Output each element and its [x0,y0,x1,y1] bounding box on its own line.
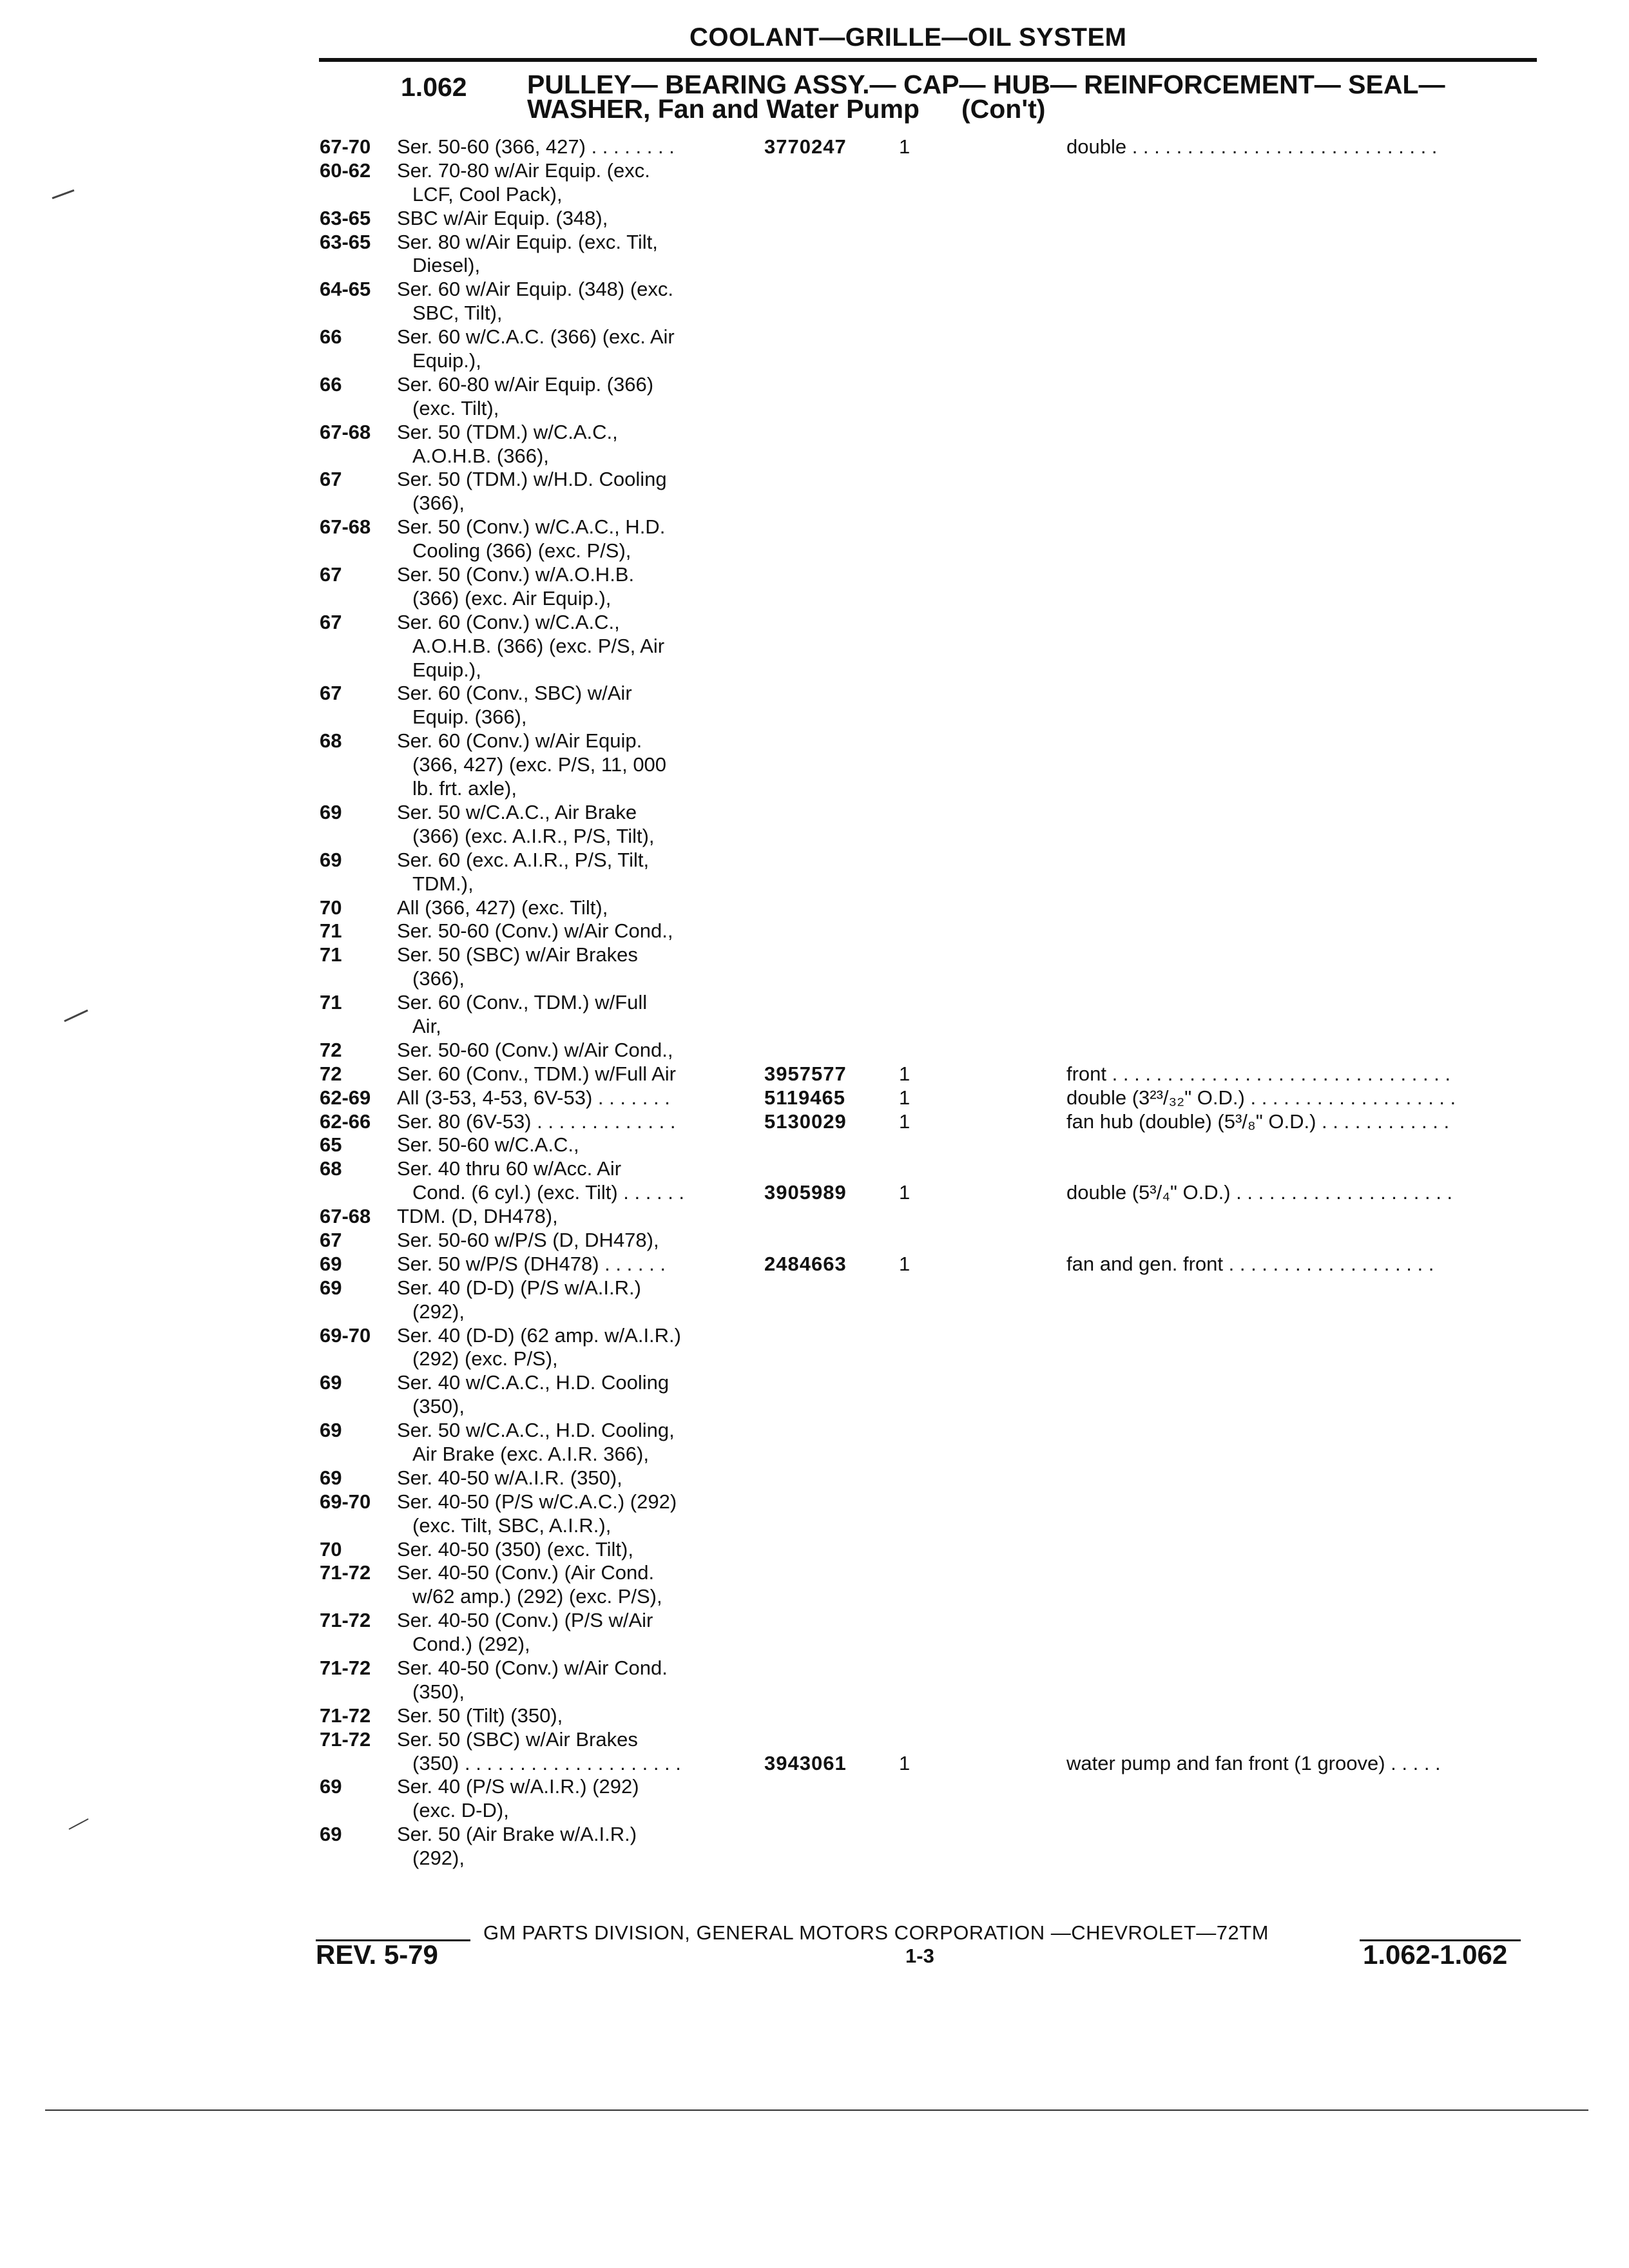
application-description: (292), [412,1847,465,1870]
model-year: 71 [320,919,342,943]
part-remarks: fan hub (double) (5³/₈" O.D.) . . . . . . . . . . . . [1066,1110,1450,1133]
list-item [0,658,1629,682]
list-item [0,1704,1629,1728]
application-description: LCF, Cool Pack), [412,182,563,206]
application-description: TDM.), [412,872,474,895]
application-description: Ser. 50 (Conv.) w/A.O.H.B. [397,563,635,586]
application-description: (350), [412,1395,465,1418]
list-item [0,1490,1629,1514]
model-year: 62-66 [320,1110,371,1133]
application-description: Equip.), [412,349,481,372]
list-item [0,801,1629,825]
model-year: 63-65 [320,230,371,253]
quantity: 1 [899,1751,911,1774]
model-year: 64-65 [320,278,371,301]
application-description: (exc. D-D), [412,1799,509,1822]
list-item [0,1157,1629,1181]
part-number: 5119465 [764,1086,845,1109]
list-item [0,1300,1629,1324]
list-item [0,349,1629,373]
model-year: 69-70 [320,1323,371,1347]
model-year: 69 [320,1276,342,1299]
list-item [0,1847,1629,1870]
quantity: 1 [899,1252,911,1275]
part-remarks: water pump and fan front (1 groove) . . . . . [1066,1751,1441,1774]
application-description: (366), [412,492,465,515]
list-item [0,967,1629,991]
application-description: (366) (exc. Air Equip.), [412,586,612,610]
part-number: 5130029 [764,1110,847,1133]
scan-edge-rule [45,2109,1588,2111]
footer-section-range: 1.062-1.062 [1363,1939,1508,1970]
list-item [0,1253,1629,1276]
model-year: 70 [320,896,342,919]
model-year: 67 [320,1228,342,1251]
application-description: (exc. Tilt), [412,396,499,419]
part-remarks: fan and gen. front . . . . . . . . . . . . . . . . . . . [1066,1252,1434,1275]
list-item [0,183,1629,207]
list-item [0,991,1629,1015]
application-description: Ser. 50 w/C.A.C., H.D. Cooling, [397,1419,675,1442]
application-description: Ser. 40-50 w/A.I.R. (350), [397,1466,622,1489]
application-description: Ser. 50 (SBC) w/Air Brakes [397,1727,638,1751]
model-year: 67 [320,563,342,586]
list-item [0,1657,1629,1680]
section-number: 1.062 [401,72,467,102]
model-year: 67 [320,468,342,491]
part-remarks: double (3²³/₃₂" O.D.) . . . . . . . . . . . . . . . . . . . [1066,1086,1456,1109]
model-year: 71-72 [320,1657,371,1679]
application-description: All (366, 427) (exc. Tilt), [397,896,608,919]
list-item [0,159,1629,183]
application-description: Ser. 40 w/C.A.C., H.D. Cooling [397,1371,670,1394]
application-description: (exc. Tilt, SBC, A.I.R.), [412,1514,612,1537]
model-year: 68 [320,729,342,753]
section-title-line2-wrap [527,94,1545,124]
application-description: (366), [412,967,465,990]
application-description: Ser. 40-50 (350) (exc. Tilt), [397,1537,633,1561]
model-year: 67-68 [320,420,371,443]
application-description: Ser. 60 w/C.A.C. (366) (exc. Air [397,325,675,349]
part-number: 2484663 [764,1252,847,1275]
section-title-line2: WASHER, Fan and Water Pump [527,94,920,124]
list-item [0,849,1629,872]
application-description: Ser. 50-60 w/C.A.C., [397,1133,579,1157]
application-description: Cond. (6 cyl.) (exc. Tilt) . . . . . . [412,1181,685,1204]
list-item [0,1133,1629,1157]
continued-label: (Con't) [961,94,1046,124]
list-item [0,706,1629,729]
model-year: 72 [320,1062,342,1085]
model-year: 67-68 [320,515,371,539]
model-year: 71-72 [320,1561,371,1584]
model-year: 72 [320,1038,342,1061]
application-description: Equip. (366), [412,706,527,729]
model-year: 69-70 [320,1490,371,1513]
list-item [0,1585,1629,1609]
list-item [0,1680,1629,1704]
model-year: 65 [320,1133,342,1157]
list-item [0,1324,1629,1348]
model-year: 69 [320,1466,342,1489]
application-description: Ser. 50 (TDM.) w/H.D. Cooling [397,468,667,491]
list-item [0,1110,1629,1134]
application-description: Ser. 40-50 (Conv.) (P/S w/Air [397,1609,653,1632]
application-description: A.O.H.B. (366) (exc. P/S, Air [412,634,665,657]
application-description: w/62 amp.) (292) (exc. P/S), [412,1585,662,1608]
list-item [0,1062,1629,1086]
list-item [0,587,1629,611]
list-item [0,1086,1629,1110]
model-year: 70 [320,1537,342,1561]
application-description: Cond.) (292), [412,1633,530,1656]
application-description: All (3-53, 4-53, 6V-53) . . . . . . . [397,1086,670,1109]
part-remarks: front . . . . . . . . . . . . . . . . . . . . . . . . . . . . . . . [1066,1062,1451,1085]
list-item [0,468,1629,492]
application-description: (292) (exc. P/S), [412,1347,558,1370]
footer-page-number: 1-3 [905,1945,934,1967]
application-description: Ser. 60 (exc. A.I.R., P/S, Tilt, [397,848,650,871]
model-year: 71-72 [320,1609,371,1632]
list-item [0,1205,1629,1229]
page-header-title: COOLANT—GRILLE—OIL SYSTEM [689,23,1127,52]
list-item [0,563,1629,587]
quantity: 1 [899,1181,911,1204]
application-description: Ser. 40-50 (P/S w/C.A.C.) (292) [397,1490,677,1513]
list-item [0,1419,1629,1443]
list-item [0,135,1629,159]
model-year: 68 [320,1157,342,1180]
model-year: 69 [320,1252,342,1275]
list-item [0,777,1629,801]
model-year: 71 [320,943,342,966]
application-description: Air, [412,1014,441,1037]
application-description: Ser. 50 (Tilt) (350), [397,1704,563,1727]
application-description: SBC w/Air Equip. (348), [397,206,608,229]
model-year: 66 [320,372,342,396]
list-item [0,1823,1629,1847]
list-item [0,635,1629,658]
list-item [0,373,1629,397]
section-title [527,70,1545,124]
model-year: 71-72 [320,1727,371,1751]
list-item [0,943,1629,967]
list-item [0,1799,1629,1823]
application-description: Ser. 50-60 (366, 427) . . . . . . . . [397,135,675,158]
application-description: Ser. 40-50 (Conv.) (Air Cond. [397,1561,655,1584]
application-description: (366) (exc. A.I.R., P/S, Tilt), [412,824,655,847]
footer-revision: REV. 5-79 [316,1939,438,1970]
list-item [0,1633,1629,1657]
quantity: 1 [899,1062,911,1085]
model-year: 69 [320,1775,342,1798]
application-description: Ser. 40-50 (Conv.) w/Air Cond. [397,1657,668,1679]
list-item [0,325,1629,349]
list-item [0,445,1629,468]
application-description: Ser. 50-60 (Conv.) w/Air Cond., [397,919,673,943]
section-title-line1: PULLEY— BEARING ASSY.— CAP— HUB— REINFORCEMENT— SEAL— [527,70,1445,99]
model-year: 69 [320,848,342,871]
quantity: 1 [899,1086,911,1109]
list-item [0,919,1629,943]
application-description: Ser. 50 (Air Brake w/A.I.R.) [397,1823,637,1846]
list-item [0,1561,1629,1585]
list-item [0,515,1629,539]
model-year: 66 [320,325,342,349]
model-year: 67-70 [320,135,371,158]
application-description: (350) . . . . . . . . . . . . . . . . . . . . [412,1751,681,1774]
list-item [0,492,1629,515]
list-item [0,1395,1629,1419]
application-description: TDM. (D, DH478), [397,1205,558,1228]
application-description: Ser. 50 (SBC) w/Air Brakes [397,943,638,966]
application-description: (292), [412,1300,465,1323]
application-description: Ser. 60 (Conv.) w/C.A.C., [397,610,620,633]
parts-list [0,135,1629,1870]
model-year: 67 [320,682,342,705]
model-year: 69 [320,1823,342,1846]
quantity: 1 [899,1110,911,1133]
application-description: Cooling (366) (exc. P/S), [412,539,631,562]
application-description: Ser. 80 w/Air Equip. (exc. Tilt, [397,230,658,253]
list-item [0,421,1629,445]
application-description: Air Brake (exc. A.I.R. 366), [412,1442,649,1465]
list-item [0,1466,1629,1490]
application-description: Ser. 60 w/Air Equip. (348) (exc. [397,278,674,301]
application-description: lb. frt. axle), [412,777,517,800]
list-item [0,1609,1629,1633]
model-year: 71 [320,991,342,1014]
list-item [0,825,1629,849]
list-item [0,1347,1629,1371]
application-description: Ser. 60 (Conv.) w/Air Equip. [397,729,642,753]
application-description: Diesel), [412,254,481,277]
list-item [0,231,1629,255]
model-year: 71-72 [320,1704,371,1727]
list-item [0,1775,1629,1799]
model-year: 69 [320,1371,342,1394]
application-description: Ser. 70-80 w/Air Equip. (exc. [397,159,650,182]
application-description: Equip.), [412,658,481,681]
application-description: Ser. 80 (6V-53) . . . . . . . . . . . . . [397,1110,676,1133]
application-description: Ser. 50-60 w/P/S (D, DH478), [397,1228,659,1251]
list-item [0,1514,1629,1538]
list-item [0,539,1629,563]
list-item [0,1538,1629,1562]
list-item [0,729,1629,753]
application-description: Ser. 60-80 w/Air Equip. (366) [397,372,654,396]
list-item [0,1728,1629,1752]
model-year: 69 [320,1419,342,1442]
list-item [0,1752,1629,1776]
application-description: Ser. 40 (P/S w/A.I.R.) (292) [397,1775,639,1798]
model-year: 63-65 [320,206,371,229]
application-description: Ser. 40 (D-D) (P/S w/A.I.R.) [397,1276,641,1299]
part-number: 3943061 [764,1751,847,1774]
model-year: 69 [320,800,342,823]
application-description: Ser. 60 (Conv., SBC) w/Air [397,682,632,705]
list-item [0,1276,1629,1300]
application-description: Ser. 40 (D-D) (62 amp. w/A.I.R.) [397,1323,681,1347]
application-description: SBC, Tilt), [412,302,503,325]
application-description: (350), [412,1680,465,1703]
part-number: 3770247 [764,135,847,158]
application-description: Ser. 60 (Conv., TDM.) w/Full [397,991,648,1014]
model-year: 67-68 [320,1205,371,1228]
header-rule [319,58,1537,62]
part-number: 3905989 [764,1181,847,1204]
part-number: 3957577 [764,1062,847,1085]
list-item [0,611,1629,635]
application-description: Ser. 50 (TDM.) w/C.A.C., [397,420,618,443]
application-description: (366, 427) (exc. P/S, 11, 000 [412,753,667,776]
application-description: Ser. 50 w/C.A.C., Air Brake [397,800,637,823]
application-description: A.O.H.B. (366), [412,444,549,467]
part-remarks: double (5³/₄" O.D.) . . . . . . . . . . . . . . . . . . . . [1066,1181,1453,1204]
list-item [0,207,1629,231]
list-item [0,1039,1629,1062]
list-item [0,1229,1629,1253]
application-description: Ser. 50 w/P/S (DH478) . . . . . . [397,1252,666,1275]
part-remarks: double . . . . . . . . . . . . . . . . . . . . . . . . . . . . [1066,135,1438,158]
application-description: Ser. 40 thru 60 w/Acc. Air [397,1157,622,1180]
list-item [0,397,1629,421]
list-item [0,753,1629,777]
list-item [0,872,1629,896]
list-item [0,1181,1629,1205]
quantity: 1 [899,135,911,158]
list-item [0,896,1629,920]
list-item [0,1371,1629,1395]
application-description: Ser. 60 (Conv., TDM.) w/Full Air [397,1062,676,1085]
list-item [0,302,1629,325]
list-item [0,1443,1629,1466]
list-item [0,682,1629,706]
application-description: Ser. 50 (Conv.) w/C.A.C., H.D. [397,515,666,539]
list-item [0,1015,1629,1039]
list-item [0,254,1629,278]
model-year: 67 [320,610,342,633]
model-year: 60-62 [320,159,371,182]
model-year: 62-69 [320,1086,371,1109]
list-item [0,278,1629,302]
application-description: Ser. 50-60 (Conv.) w/Air Cond., [397,1038,673,1061]
footer-organization: GM PARTS DIVISION, GENERAL MOTORS CORPORATION —CHEVROLET—72TM [483,1921,1269,1944]
